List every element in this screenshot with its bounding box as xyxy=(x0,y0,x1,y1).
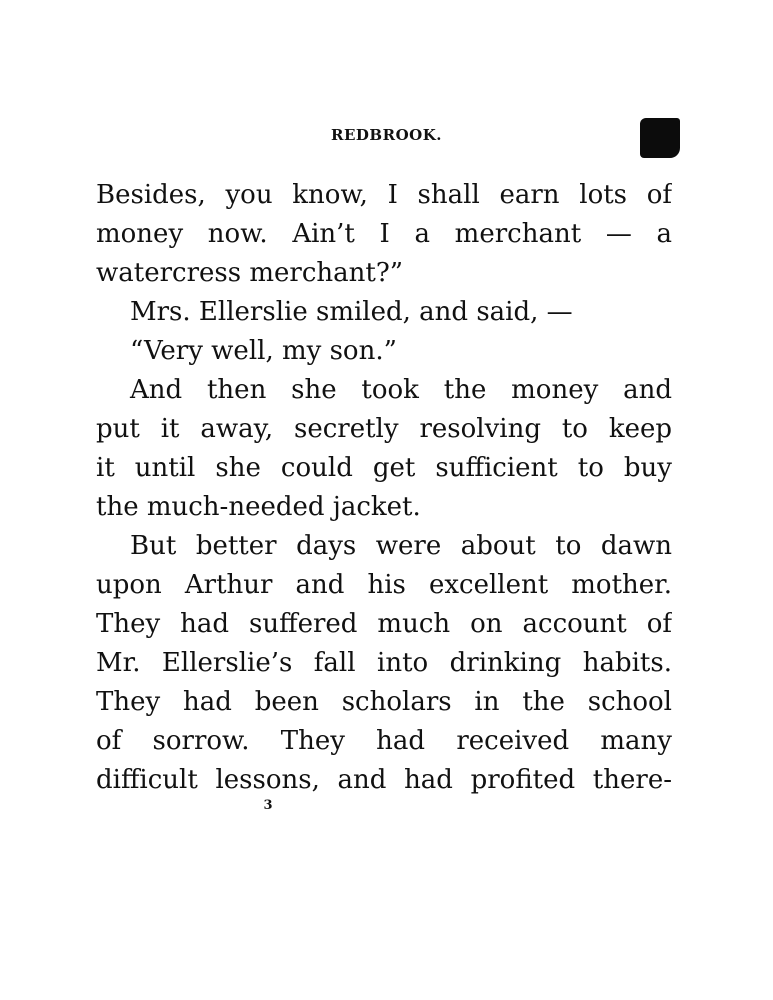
text-line: And then she took the money and xyxy=(130,375,672,405)
text-line: They had suffered much on account of xyxy=(96,609,672,639)
ink-blot xyxy=(640,118,680,158)
text-line: it until she could get sufficient to buy xyxy=(96,453,672,483)
text-line: of sorrow. They had received many xyxy=(96,726,672,756)
page-number: 3 xyxy=(263,798,273,813)
page-body-text xyxy=(96,176,672,800)
text-line: money now. Ain’t I a merchant — a xyxy=(96,219,672,249)
text-line: put it away, secretly resolving to keep xyxy=(96,414,672,444)
text-line: upon Arthur and his excellent mother. xyxy=(96,570,672,600)
text-line: But better days were about to dawn xyxy=(130,531,672,561)
running-head: REDBROOK. xyxy=(331,126,442,144)
text-line: the much-needed jacket. xyxy=(96,492,421,522)
text-line: Besides, you know, I shall earn lots of xyxy=(96,180,672,210)
text-line: They had been scholars in the school xyxy=(96,687,672,717)
text-line: Mrs. Ellerslie smiled, and said, — xyxy=(130,297,573,327)
text-line: difficult lessons, and had profited there- xyxy=(96,765,672,795)
text-line: watercress merchant?” xyxy=(96,258,404,288)
text-line: “Very well, my son.” xyxy=(130,336,397,366)
text-line: Mr. Ellerslie’s fall into drinking habits. xyxy=(96,648,672,678)
